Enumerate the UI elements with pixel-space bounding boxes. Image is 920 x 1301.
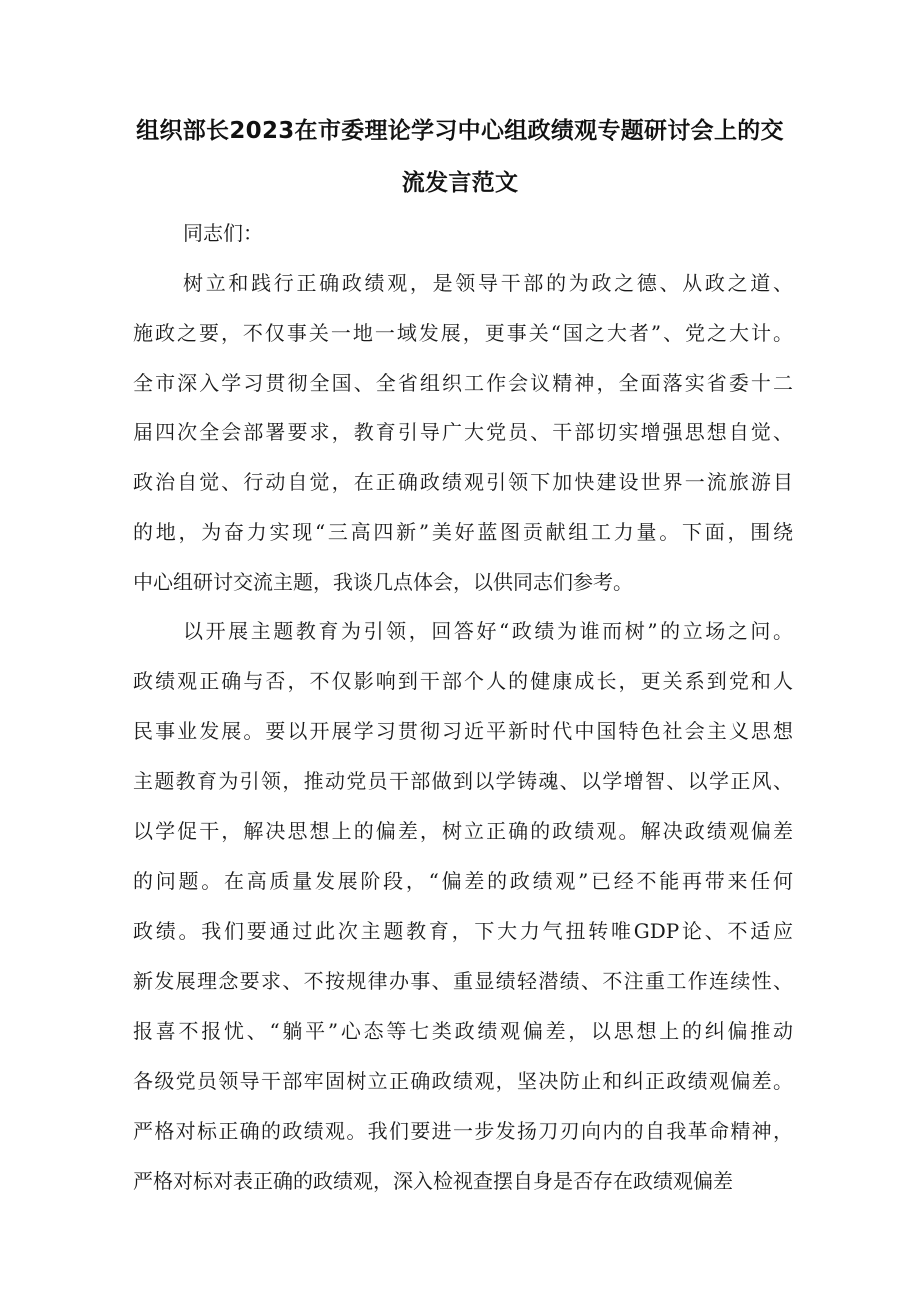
paragraph-line: 严格对标对表正确的政绩观，深入检视查摆自身是否存在政绩观偏差: [133, 1169, 733, 1193]
paragraph-line: 政绩。我们要通过此次主题教育，下大力气扭转唯GDP论、不适应: [133, 919, 793, 943]
paragraph-line: 施政之要，不仅事关一地一域发展，更事关“国之大者”、党之大计。: [133, 321, 793, 345]
paragraph-line: 政治自觉、行动自觉，在正确政绩观引领下加快建设世界一流旅游目: [133, 470, 793, 494]
paragraph-line: 中心组研讨交流主题，我谈几点体会，以供同志们参考。: [133, 570, 633, 594]
paragraph-line: 以学促干，解决思想上的偏差，树立正确的政绩观。解决政绩观偏差: [133, 819, 793, 843]
paragraph-line: 民事业发展。要以开展学习贯彻习近平新时代中国特色社会主义思想: [133, 719, 793, 743]
paragraph-line: 报喜不报忧、“躺平”心态等七类政绩观偏差，以思想上的纠偏推动: [133, 1019, 793, 1043]
paragraph-line: 的问题。在高质量发展阶段，“偏差的政绩观”已经不能再带来任何: [133, 869, 793, 893]
paragraph-line: 的地，为奋力实现“三高四新”美好蓝图贡献组工力量。下面，围绕: [133, 520, 793, 544]
paragraph-line: 政绩观正确与否，不仅影响到干部个人的健康成长，更关系到党和人: [133, 669, 793, 693]
paragraph-line: 届四次全会部署要求，教育引导广大党员、干部切实增强思想自觉、: [133, 420, 793, 444]
paragraph-line: 各级党员领导干部牢固树立正确政绩观，坚决防止和纠正政绩观偏差。: [133, 1069, 793, 1093]
document-title-line-2: 流发言范文: [401, 170, 519, 196]
paragraph-line: 新发展理念要求、不按规律办事、重显绩轻潜绩、不注重工作连续性、: [133, 969, 793, 993]
document-title-line-1: 组织部长2023在市委理论学习中心组政绩观专题研讨会上的交: [136, 118, 784, 144]
paragraph-line: 树立和践行正确政绩观，是领导干部的为政之德、从政之道、: [183, 271, 793, 295]
salutation: 同志们：: [183, 221, 263, 245]
paragraph-line: 主题教育为引领，推动党员干部做到以学铸魂、以学增智、以学正风、: [133, 769, 793, 793]
paragraph-line: 全市深入学习贯彻全国、全省组织工作会议精神，全面落实省委十二: [133, 371, 793, 395]
paragraph-line: 以开展主题教育为引领，回答好“政绩为谁而树”的立场之问。: [183, 619, 793, 643]
paragraph-line: 严格对标正确的政绩观。我们要进一步发扬刀刃向内的自我革命精神，: [133, 1119, 793, 1143]
